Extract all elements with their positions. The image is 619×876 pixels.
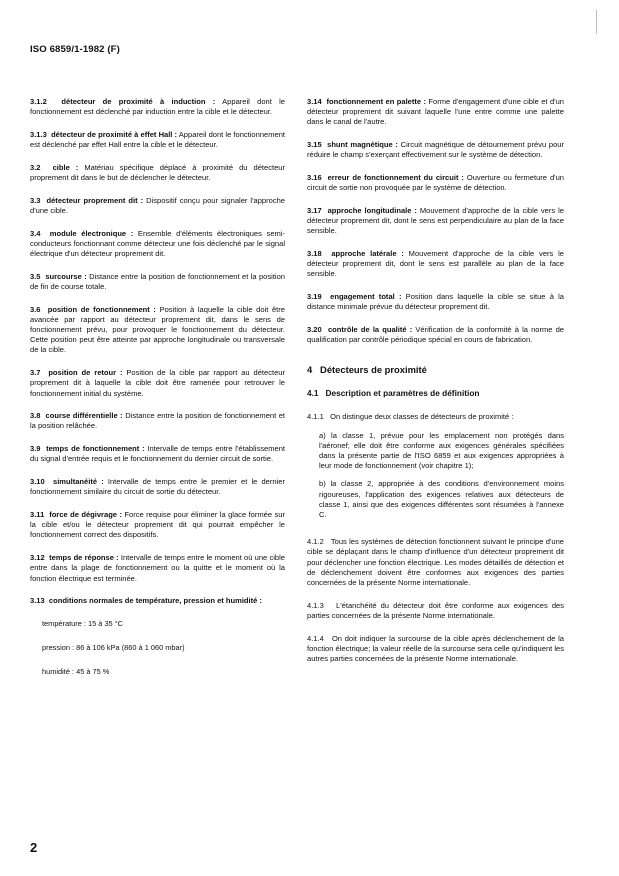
definition-3-20: 3.20 contrôle de la qualité : Vérification de la conformité à la norme de qualification par contrôle périodique spécial en cours de fabrication. bbox=[307, 325, 565, 345]
definition-3-13: 3.13 conditions normales de température, pression et humidité : bbox=[30, 596, 262, 606]
definition-3-10: 3.10 simultanéité : Intervalle de temps entre le premier et le dernier fonctionnement similaire du circuit de sortie du détecteur. bbox=[30, 477, 285, 497]
condition-pressure: pression : 86 à 106 kPa (860 à 1 060 mbar) bbox=[42, 643, 185, 653]
section-4-1-heading: 4.1 Description et paramètres de définition bbox=[307, 388, 480, 399]
definition-3-4: 3.4 module électronique : Ensemble d'éléments électroniques semi-conducteurs fonctionnant comme détecteur une fois déclenché par le signal électrique d'un détecteur proprement dit. bbox=[30, 228, 285, 259]
definition-3-6: 3.6 position de fonctionnement : Position à laquelle la cible doit être avancée par rapport au détecteur proprement dit, dans le sens de fonctionnement prévu, pour provoquer le fonctionnement du détecteur. Cette position peut être atteinte par approche longitudinale ou transversale de la cible. bbox=[30, 304, 285, 355]
definition-3-1-2: 3.1.2 détecteur de proximité à induction : Appareil dont le fonctionnement est déclenché par induction entre la cible et le détecteur. bbox=[30, 97, 285, 117]
definition-3-7: 3.7 position de retour : Position de la cible par rapport au détecteur proprement dit à laquelle la cible doit être ramenée pour retrouver le fonctionnement initial du système. bbox=[30, 368, 286, 398]
definition-3-15: 3.15 shunt magnétique : Circuit magnétique de détournement prévu pour réduire le champ s'exerçant effectivement sur le système de détection. bbox=[307, 140, 564, 160]
definition-3-12: 3.12 temps de réponse : Intervalle de temps entre le moment où une cible entre dans la plage de fonctionnement ou la quitte et le moment où la fonction électrique est terminée. bbox=[30, 553, 285, 583]
document-reference: ISO 6859/1-1982 (F) bbox=[30, 44, 120, 55]
definition-3-14: 3.14 fonctionnement en palette : Forme d'engagement d'une cible et d'un détecteur proprement dit suivant laquelle l'une entre comme une palette dans le canal de l'autre. bbox=[307, 97, 564, 127]
definition-3-19: 3.19 engagement total : Position dans laquelle la cible se situe à la distance minimale prévue du détecteur proprement dit. bbox=[307, 292, 564, 312]
definition-3-9: 3.9 temps de fonctionnement : Intervalle de temps entre l'établissement du signal d'entrée requis et le fonctionnement du dernier circuit de sortie. bbox=[30, 444, 285, 464]
page-number: 2 bbox=[30, 840, 38, 855]
class-2-item: b) la classe 2, appropriée à des conditions d'environnement moins rigoureuses, l'application des exigences relatives aux détecteurs de classe 1, ainsi que des exigences différentes sont résumées à l'annexe C. bbox=[319, 479, 564, 520]
condition-humidity: humidité : 45 à 75 % bbox=[42, 667, 110, 677]
paragraph-4-1-3: 4.1.3 L'étanchéité du détecteur doit être conforme aux exigences des parties concernées de la présente Norme internationale. bbox=[307, 600, 564, 620]
left-column bbox=[30, 97, 285, 677]
section-4-heading: 4 Détecteurs de proximité bbox=[307, 364, 427, 376]
definition-3-16: 3.16 erreur de fonctionnement du circuit : Ouverture ou fermeture d'un circuit de sortie non provoquée par le système de détection. bbox=[307, 173, 564, 193]
definition-3-11: 3.11 force de dégivrage : Force requise pour éliminer la glace formée sur la cible et/ou le détecteur proprement dit qui pourrait empêcher le fonctionnement correct des dispositifs. bbox=[30, 509, 286, 540]
paragraph-4-1-1: 4.1.1 On distingue deux classes de détecteurs de proximité : bbox=[307, 412, 514, 422]
definition-3-8: 3.8 course différentielle : Distance entre la position de fonctionnement et la position relâchée. bbox=[30, 411, 286, 431]
definition-3-2: 3.2 cible : Matériau spécifique déplacé à proximité du détecteur proprement dit dans le but de déclencher le détecteur. bbox=[30, 162, 285, 183]
condition-temperature: température : 15 à 35 °C bbox=[42, 619, 124, 629]
definition-3-17: 3.17 approche longitudinale : Mouvement d'approche de la cible vers le détecteur proprement dit, dont le sens est perpendiculaire au plan de la face sensible. bbox=[307, 205, 564, 236]
paragraph-4-1-2: 4.1.2 Tous les systèmes de détection fonctionnent suivant le principe d'une cible se déplaçant dans le champ d'influence d'un détecteur proprement dit pour déclencher une fonction électrique. Les modes détaillés de détection et de déclenchement doivent être conformes aux exigences des parties concernées de la présente Norme internationale. bbox=[307, 537, 565, 588]
definition-3-5: 3.5 surcourse : Distance entre la position de fonctionnement et la position de fin de course totale. bbox=[30, 271, 285, 291]
paragraph-4-1-4: 4.1.4 On doit indiquer la surcourse de la cible après déclenchement de la fonction électrique; la valeur réelle de la surcourse sera celle qu'indiquent les autres parties concernées de la présente Norme internationale. bbox=[307, 633, 564, 664]
definition-3-3: 3.3 détecteur proprement dit : Dispositif conçu pour signaler l'approche d'une cible. bbox=[30, 195, 285, 215]
definition-3-1-3: 3.1.3 détecteur de proximité à effet Hall : Appareil dont le fonctionnement est déclenché par effet Hall entre la cible et le détecteur. bbox=[30, 129, 286, 150]
class-1-item: a) la classe 1, prévue pour les emplacement non protégés dans l'aéronef; elle doit être conforme aux exigences générales spécifiées dans la présente partie de l'ISO 6859 et aux exigences appropriées à leur mode de fonctionnement (voir chapitre 1); bbox=[319, 430, 564, 471]
margin-mark bbox=[596, 10, 597, 34]
definition-3-18: 3.18 approche latérale : Mouvement d'approche de la cible vers le détecteur proprement dit, dont le sens est parallèle au plan de la face sensible. bbox=[307, 249, 565, 279]
right-column bbox=[307, 97, 564, 664]
